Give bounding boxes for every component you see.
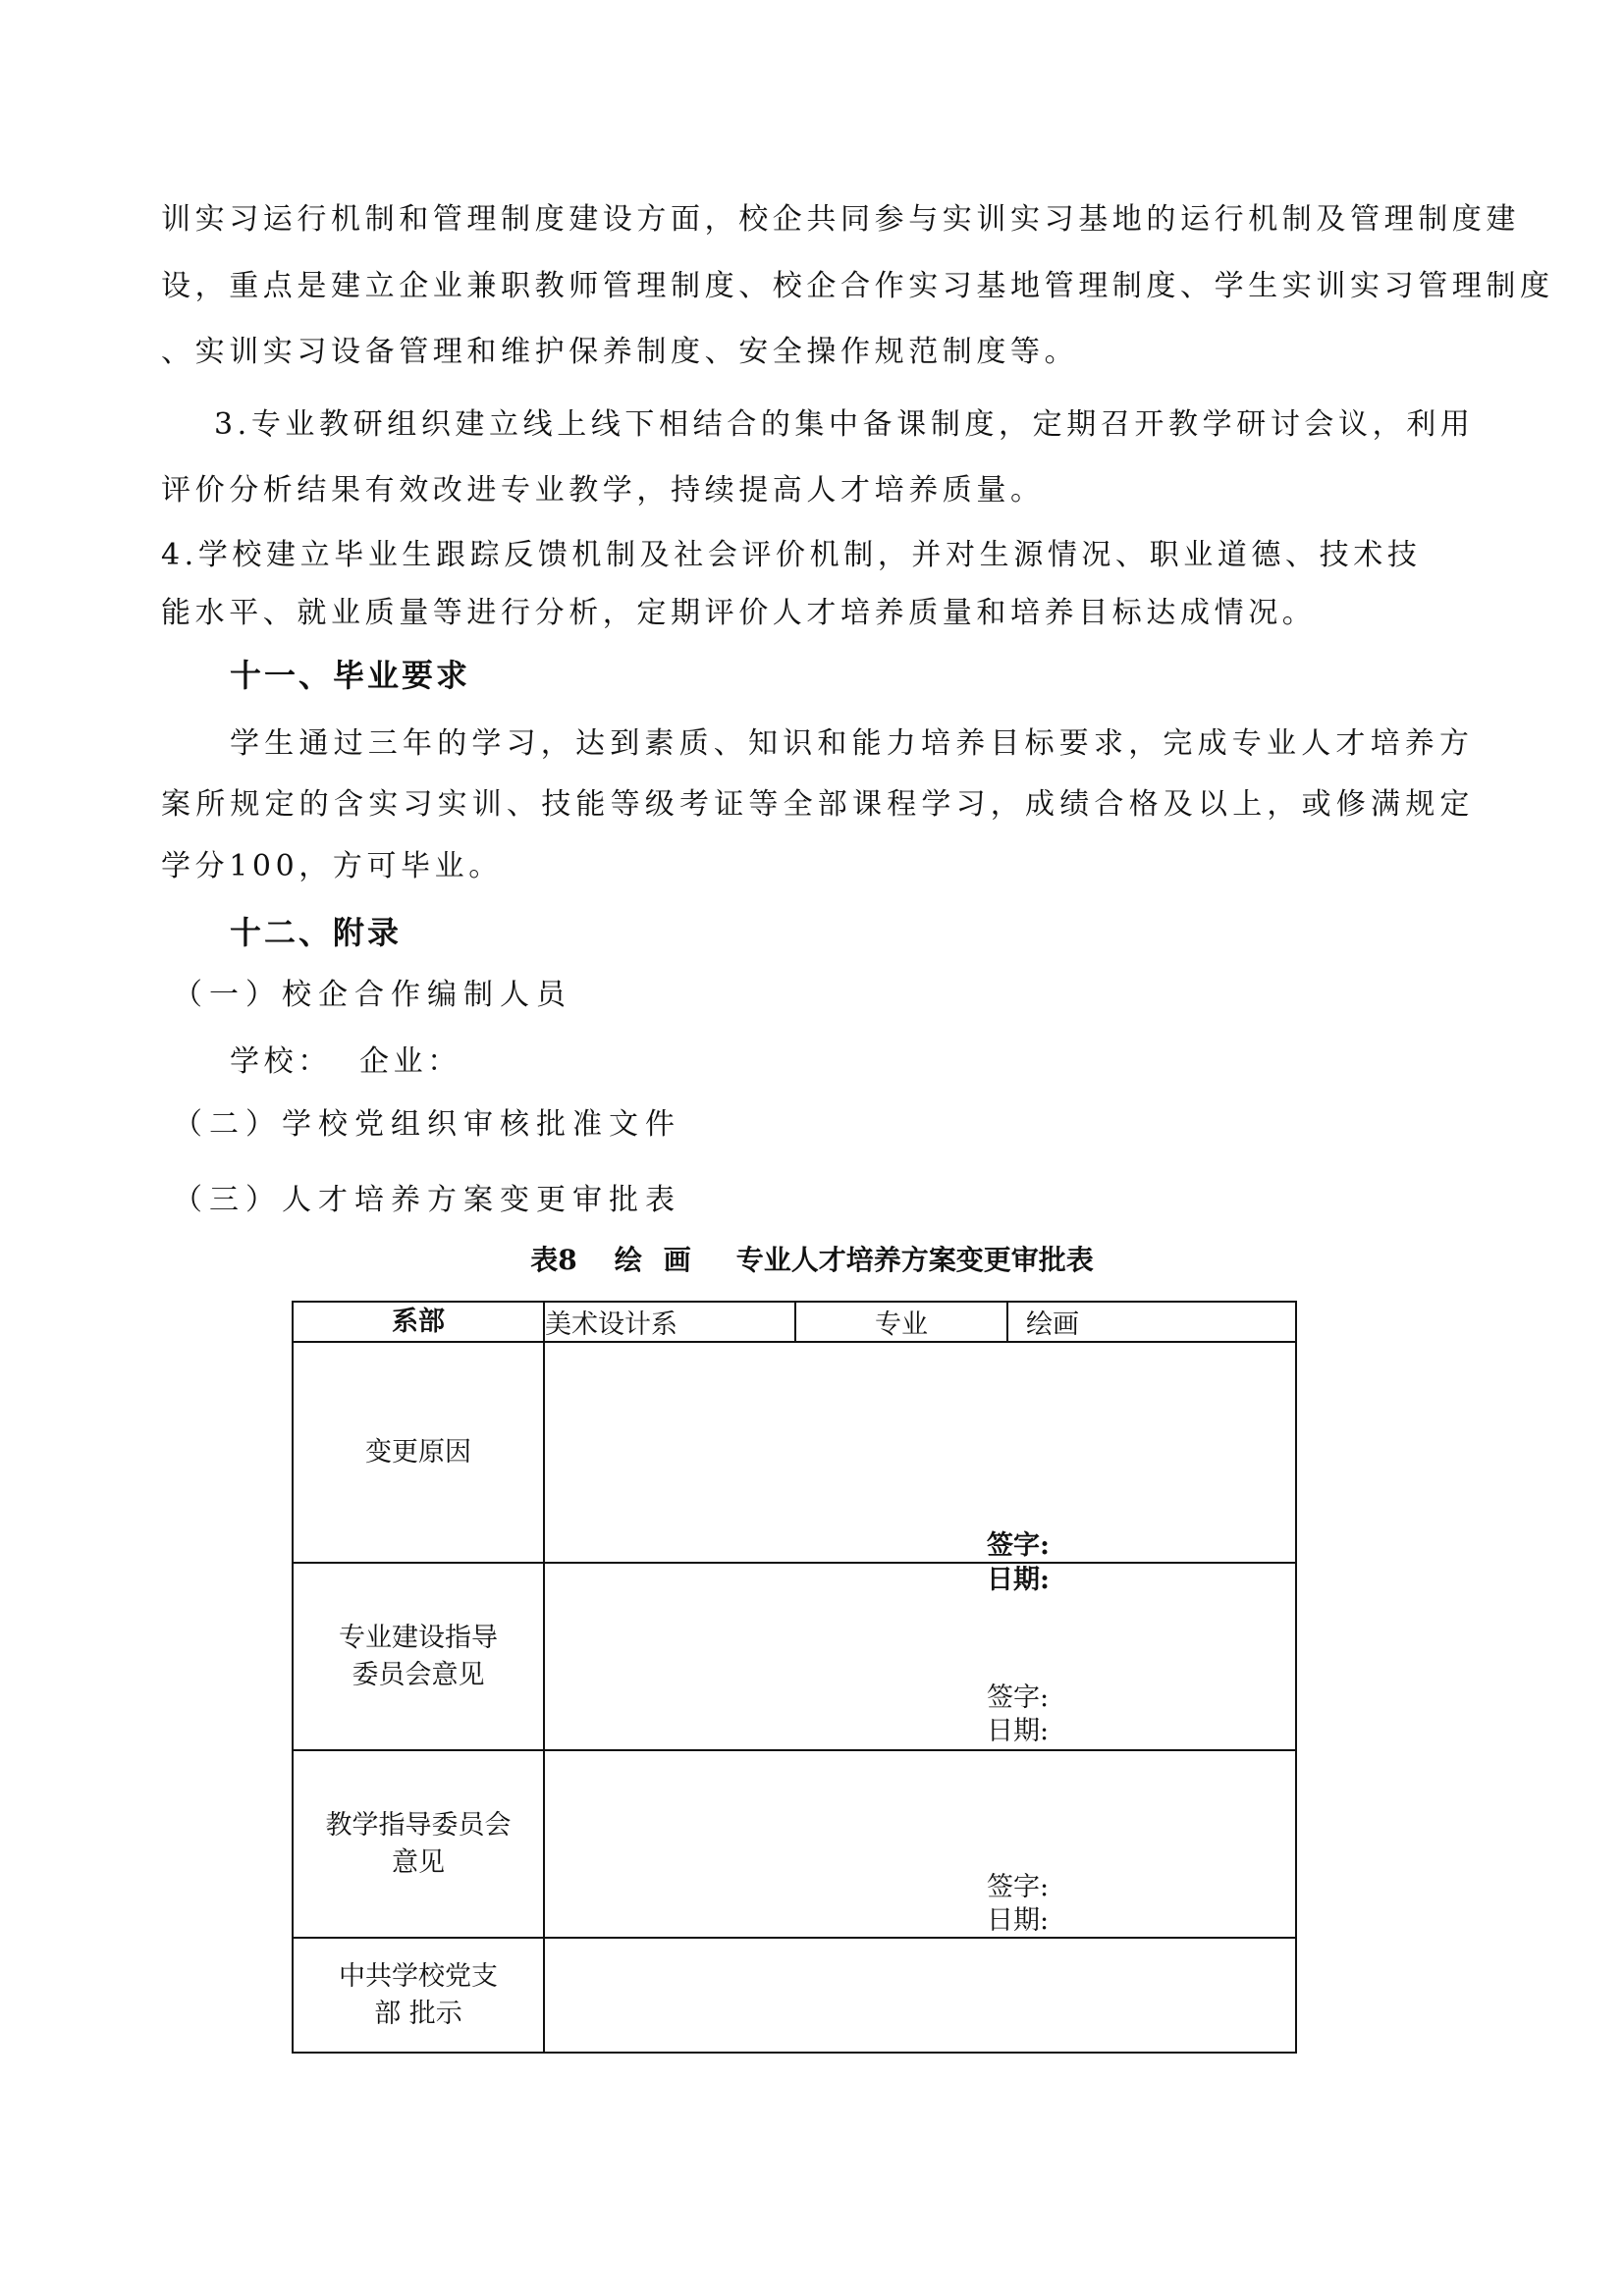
paragraph-line: 3.专业教研组织建立线上线下相结合的集中备课制度，定期召开教学研讨会议，利用 [214, 407, 1475, 442]
section-heading-appendix: 十二、附录 [230, 914, 403, 951]
dept-label: 系部 [293, 1302, 544, 1342]
committee-label-line1: 专业建设指导 [339, 1622, 498, 1653]
committee-cell [544, 1563, 1296, 1750]
sign-label: 签字: [987, 1682, 1050, 1713]
appendix-item-3: （三）人才培养方案变更审批表 [173, 1183, 681, 1217]
dept-value: 美术设计系 [544, 1302, 795, 1342]
table-number: 表8 [530, 1244, 577, 1276]
table-row [293, 1750, 1296, 1938]
paragraph-line: 设，重点是建立企业兼职教师管理制度、校企合作实习基地管理制度、学生实训实习管理制度 [161, 269, 1554, 303]
teaching-label-line1: 教学指导委员会 [325, 1809, 512, 1841]
paragraph-line: 、实训实习设备管理和维护保养制度、安全操作规范制度等。 [161, 335, 1079, 369]
appendix-item-2: （二）学校党组织审核批准文件 [173, 1107, 681, 1142]
committee-label [293, 1563, 544, 1750]
party-branch-cell [544, 1938, 1296, 2053]
school-label: 学校： [230, 1044, 332, 1079]
reason-cell [544, 1342, 1296, 1595]
party-branch-label [293, 1938, 544, 2053]
table-title: 专业人才培养方案变更审批表 [735, 1244, 1094, 1276]
party-label-line2: 部 批示 [374, 1998, 462, 2029]
paragraph-line: 案所规定的含实习实训、技能等级考证等全部课程学习，成绩合格及以上，或修满规定 [161, 787, 1475, 822]
party-label-line1: 中共学校党支 [339, 1960, 498, 1992]
section-heading-graduation: 十一、毕业要求 [230, 657, 471, 694]
date-label: 日期: [987, 1565, 1050, 1595]
table-row [293, 1302, 1296, 1342]
date-label: 日期: [987, 1905, 1050, 1936]
paragraph-line: 评价分析结果有效改进专业教学，持续提高人才培养质量。 [161, 473, 1045, 507]
appendix-item-1: （一）校企合作编制人员 [173, 978, 572, 1012]
table-row [293, 1938, 1296, 2053]
sign-label: 签字: [987, 1530, 1050, 1561]
table-row [293, 1342, 1296, 1563]
paragraph-line: 学分100，方可毕业。 [161, 849, 503, 883]
paragraph-line: 4.学校建立毕业生跟踪反馈机制及社会评价机制，并对生源情况、职业道德、技术技 [161, 538, 1422, 572]
major-label: 专业 [795, 1302, 1007, 1342]
table-row [293, 1563, 1296, 1750]
committee-label-line2: 委员会意见 [352, 1659, 485, 1690]
company-label: 企业： [359, 1044, 461, 1079]
sign-label: 签字: [987, 1872, 1050, 1902]
approval-table [292, 1301, 1297, 2054]
table-major: 绘画 [614, 1244, 713, 1276]
major-value: 绘画 [1007, 1302, 1296, 1342]
date-label: 日期: [987, 1716, 1050, 1746]
reason-label: 变更原因 [293, 1342, 544, 1563]
paragraph-line: 训实习运行机制和管理制度建设方面，校企共同参与实训实习基地的运行机制及管理制度建 [161, 202, 1520, 237]
teaching-committee-cell [544, 1750, 1296, 1938]
paragraph-line: 能水平、就业质量等进行分析，定期评价人才培养质量和培养目标达成情况。 [161, 596, 1317, 630]
paragraph-line: 学生通过三年的学习，达到素质、知识和能力培养目标要求，完成专业人才培养方 [230, 726, 1475, 761]
teaching-committee-label [293, 1750, 544, 1938]
table-caption [0, 1239, 1624, 1278]
teaching-label-line2: 意见 [392, 1846, 445, 1878]
